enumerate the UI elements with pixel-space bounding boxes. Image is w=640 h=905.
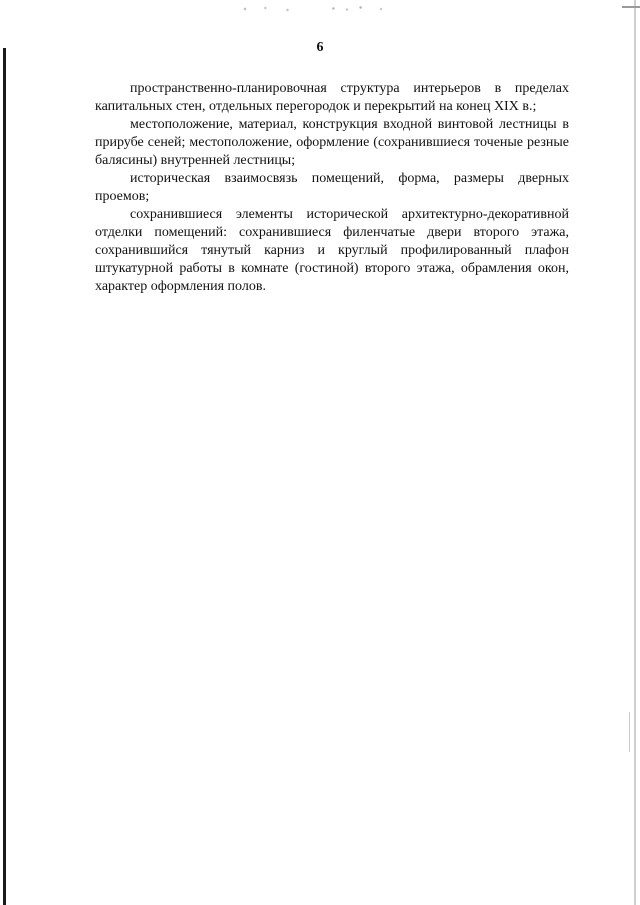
paragraph-rooms-doorways: историческая взаимосвязь помещений, форма, размеры дверных проемов; bbox=[95, 171, 569, 204]
scan-edge-shadow-left bbox=[3, 48, 6, 905]
paragraph-interior-structure: пространственно-планировочная структура интерьеров в пределах капитальных стен, отдельных перегородок и перекрытий на конец XIX в.; bbox=[95, 81, 569, 114]
body-text bbox=[95, 80, 569, 296]
paragraph-decorative-finish: сохранившиеся элементы исторической архитектурно-декоративной отделки помещений: сохранившиеся филенчатые двери второго этажа, сохранившийся тянутый карниз и круглый профилированный плафон штукатурной работы в комнате (гостиной) второго этажа, обрамления окон, характер оформления полов. bbox=[95, 207, 569, 294]
scan-noise-top bbox=[228, 4, 398, 14]
page-number: 6 bbox=[316, 40, 324, 55]
scan-corner-mark bbox=[622, 6, 640, 8]
scan-edge-shadow-right bbox=[634, 0, 636, 905]
scan-mark-right bbox=[629, 712, 630, 752]
paragraph-staircases: местоположение, материал, конструкция входной винтовой лестницы в прирубе сеней; местоположение, оформление (сохранившиеся точеные резные балясины) внутренней лестницы; bbox=[95, 117, 569, 168]
